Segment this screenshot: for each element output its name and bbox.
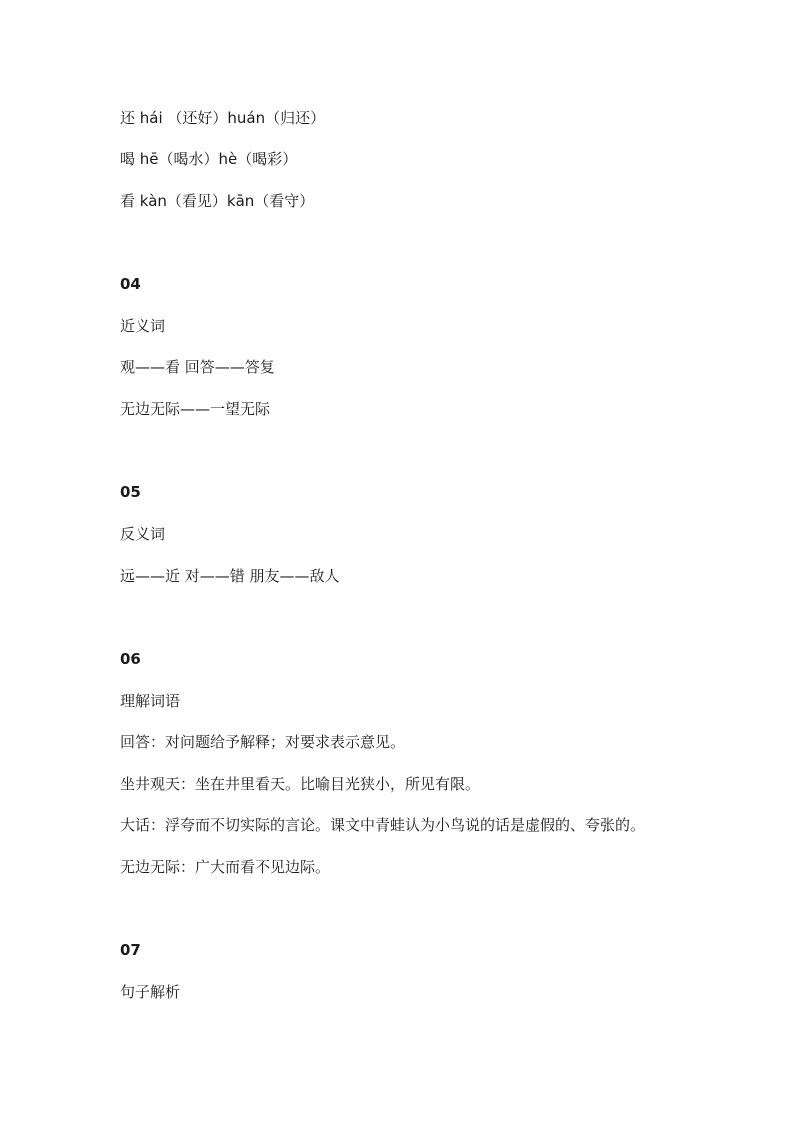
section-number-07: 07: [120, 941, 141, 959]
synonym-line: 无边无际——一望无际: [120, 400, 271, 418]
definition-line: 坐井观天：坐在井里看天。比喻目光狭小，所见有限。: [120, 775, 481, 793]
synonym-line: 观——看 回答——答复: [120, 358, 275, 376]
definition-line: 无边无际：广大而看不见边际。: [120, 858, 331, 876]
section-number-06: 06: [120, 650, 141, 668]
definition-line: 大话：浮夸而不切实际的言论。课文中青蛙认为小鸟说的话是虚假的、夸张的。: [120, 816, 646, 834]
polyphone-line-kan: 看 kàn（看见）kān（看守）: [120, 192, 315, 210]
definition-line: 回答：对问题给予解释；对要求表示意见。: [120, 733, 406, 751]
polyphone-line-he: 喝 hē（喝水）hè（喝彩）: [120, 150, 298, 168]
section-title-antonyms: 反义词: [120, 525, 166, 543]
section-number-04: 04: [120, 275, 141, 293]
section-title-sentence-analysis: 句子解析: [120, 983, 181, 1001]
section-number-05: 05: [120, 483, 141, 501]
antonym-line: 远——近 对——错 朋友——敌人: [120, 567, 340, 585]
polyphone-line-huan: 还 hái （还好）huán（归还）: [120, 109, 326, 127]
section-title-word-meanings: 理解词语: [120, 692, 181, 710]
section-title-synonyms: 近义词: [120, 317, 166, 335]
